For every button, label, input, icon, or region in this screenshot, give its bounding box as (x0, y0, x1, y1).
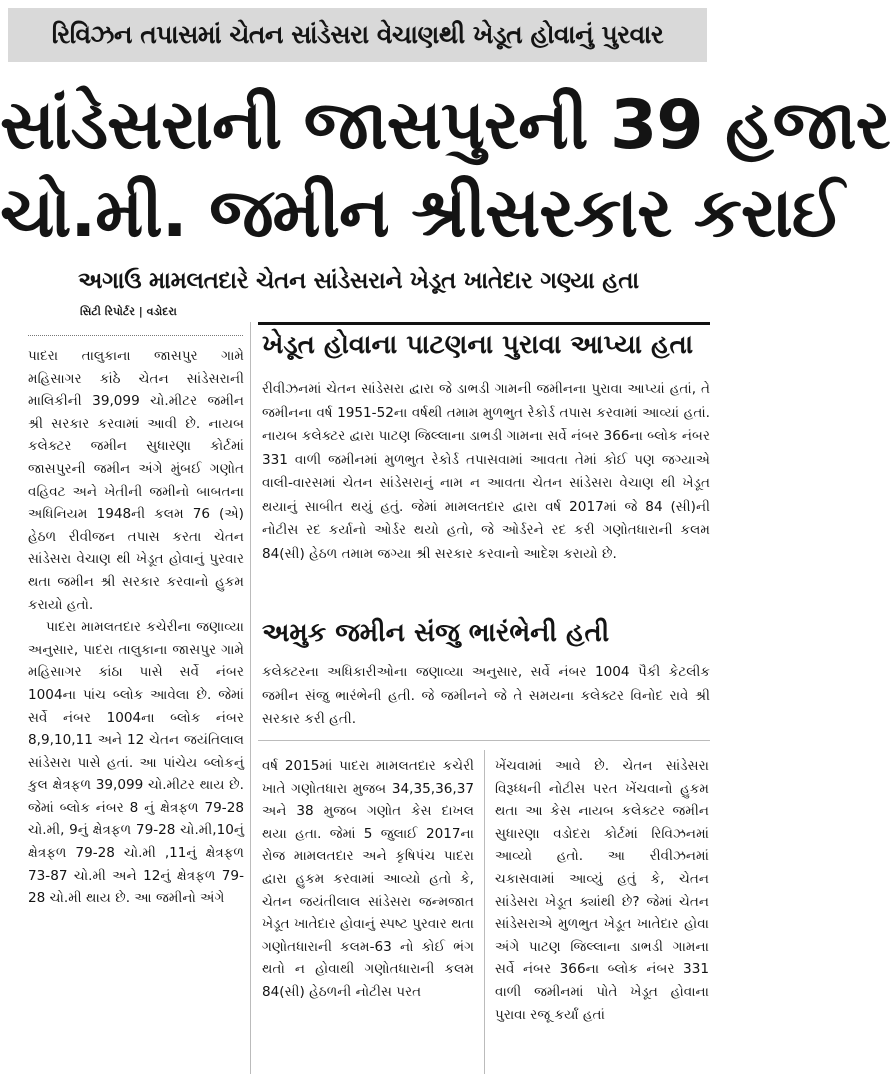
left-column-para-2: પાદરા મામલતદાર કચેરીના જણાવ્યા અનુસાર, પાદરા તાલુકાના જાસપુર ગામે મહિસાગર કાંઠા પાસે સર્વે નંબર 1004ના પાંચ બ્લોક આવેલા છે. જેમાં સર્વે નંબર 1004ના બ્લોક નંબર 8,9,10,11 અને 12 ચેતન જયંતિલાલ સાંડેસરા પાસે હતાં. આ પાંચેય બ્લોકનું કુલ ક્ષેત્રફળ 39,099 ચો.મીટર થાય છે. જેમાં બ્લોક નંબર 8 નું ક્ષેત્રફળ 79-28 ચો.મી, 9નું ક્ષેત્રફળ 79-28 ચો.મી,10નું ક્ષેત્રફળ 79-28 ચો.મી ,11નું ક્ષેત્રફળ 73-87 ચો.મી અને 12નું ક્ષેત્રફળ 79-28 ચો.મી થાય છે. આ જમીનો અંગે (28, 619, 244, 907)
section-2-title: અમુક જમીન સંજુ ભારંભેની હતી (262, 618, 610, 648)
headline-line-2: ચો.મી. જમીન શ્રીસરકાર કરાઈ (0, 174, 844, 253)
bottom-column-1: વર્ષ 2015માં પાદરા મામલતદાર કચેરી ખાતે ગણોતધારા મુજબ 34,35,36,37 અને 38 મુજબ ગણોત કેસ દાખલ થયા હતા. જેમાં 5 જુલાઈ 2017ના રોજ મામલતદાર અને કૃષિપંચ પાદરા દ્વારા હુકમ કરવામાં આવ્યો હતો કે, ચેતન જયંતીલાલ સાંડેસરા જન્મજાત ખેડૂત ખાતેદાર હોવાનું સ્પષ્ટ પુરવાર થતા ગણોતધારાની કલમ-63 નો કોઈ ભંગ થતો ન હોવાથી ગણોતધારાની કલમ 84(સી) હેઠળની નોટીસ પરત (262, 758, 474, 1000)
bottom-column-2: ખેંચવામાં આવે છે. ચેતન સાંડેસરા વિરૂધ્ધની નોટીસ પરત ખેંચવાનો હુકમ થતા આ કેસ નાયબ કલેક્ટર જમીન સુધારણા વડોદરા કોર્ટમાં રિવિઝનમાં આવ્યો હતો. આ રીવીઝનમાં ચકાસવામાં આવ્યું હતું કે, ચેતન સાંડેસરા ખેડૂત ક્યાંથી છે? જેમાં ચેતન સાંડેસરાએ મુળભુત ખેડૂત ખાતેદાર હોવા અંગે પાટણ જિલ્લાના ડાભડી ગામના સર્વે નંબર 366ના બ્લોક નંબર 331 વાળી જમીનમાં પોતે ખેડૂત હોવાના પુરાવા રજૂ કર્યાં હતાં (495, 758, 709, 1023)
byline: સિટી રિપોર્ટર | વડોદરા (80, 305, 177, 318)
section-1-body: રીવીઝનમાં ચેતન સાંડેસરા દ્વારા જે ડાભડી ગામની જમીનના પુરાવા આપ્યાં હતાં, તે જમીનના વર્ષ 1951-52ના વર્ષથી તમામ મુળભુત રેકોર્ડ તપાસ કરવામાં આવ્યાં હતાં. નાયબ કલેક્ટર દ્વારા પાટણ જિલ્લાના ડાભડી ગામના સર્વે નંબર 366ના બ્લોક નંબર 331 વાળી જમીનમાં મુળભુત રેકોર્ડ તપાસવામાં આવતા તેમાં કોઈ પણ જગ્યાએ વાલી-વારસમાં ચેતન સાંડેસરાનું નામ ન આવતા ચેતન સાંડેસરા વેચાણ થી ખેડૂત થયાનું સાબીત થયું હતું. જેમાં મામલતદાર દ્વારા વર્ષ 2017માં જે 84 (સી)ની નોટીસ રદ કર્યાનો ઓર્ડર થયો હતો, જે ઓર્ડરને રદ કરી ગણોતધારાની કલમ 84(સી) હેઠળ તમામ જગ્યા શ્રી સરકાર કરવાનો આદેશ કરાયો છે. (262, 381, 710, 562)
column-divider-bottom (484, 750, 485, 1074)
kicker-banner (8, 8, 707, 62)
section-bottom-rule (258, 740, 710, 741)
headline-line-1: સાંડેસરાની જાસપુરની 39 હજાર (0, 86, 890, 165)
column-divider (250, 322, 251, 1074)
kicker-text: રિવિઝન તપાસમાં ચેતન સાંડેસરા વેચાણથી ખેડૂત હોવાનું પુરવાર (51, 20, 664, 49)
left-column-para-1: પાદરા તાલુકાના જાસપુર ગામે મહિસાગર કાંઠે ચેતન સાંડેસરાની માલિકીની 39,099 ચો.મીટર જમીન શ્રી સરકાર કરવામાં આવી છે. નાયબ કલેક્ટર જમીન સુધારણા કોર્ટમાં જાસપુરની જમીન અંગે મુંબઈ ગણોત વહિવટ અને ખેતીની જમીનો બાબતના અધિનિયમ 1948ની કલમ 76 (એ) હેઠળ રીવીજન તપાસ કરતા ચેતન સાંડેસરા વેચાણ થી ખેડૂત હોવાનું પુરવાર થતા જમીન શ્રી સરકાર કરવાનો હુકમ કરાયો હતો. (28, 348, 244, 613)
section-top-rule (258, 322, 710, 325)
left-column (28, 345, 244, 910)
section-2-body: કલેક્ટરના અધિકારીઓના જણાવ્યા અનુસાર, સર્વે નંબર 1004 પૈકી કેટલીક જમીન સંજુ ભારંભેની હતી. જે જમીનને જે તે સમયના કલેક્ટર વિનોદ રાવે શ્રી સરકાર કરી હતી. (262, 664, 710, 727)
section-1-title: ખેડૂત હોવાના પાટણના પુરાવા આપ્યા હતા (262, 330, 694, 360)
byline-rule (28, 335, 243, 337)
subheadline: અગાઉ મામલતદારે ચેતન સાંડેસરાને ખેડૂત ખાતેદાર ગણ્યા હતા (78, 268, 639, 294)
